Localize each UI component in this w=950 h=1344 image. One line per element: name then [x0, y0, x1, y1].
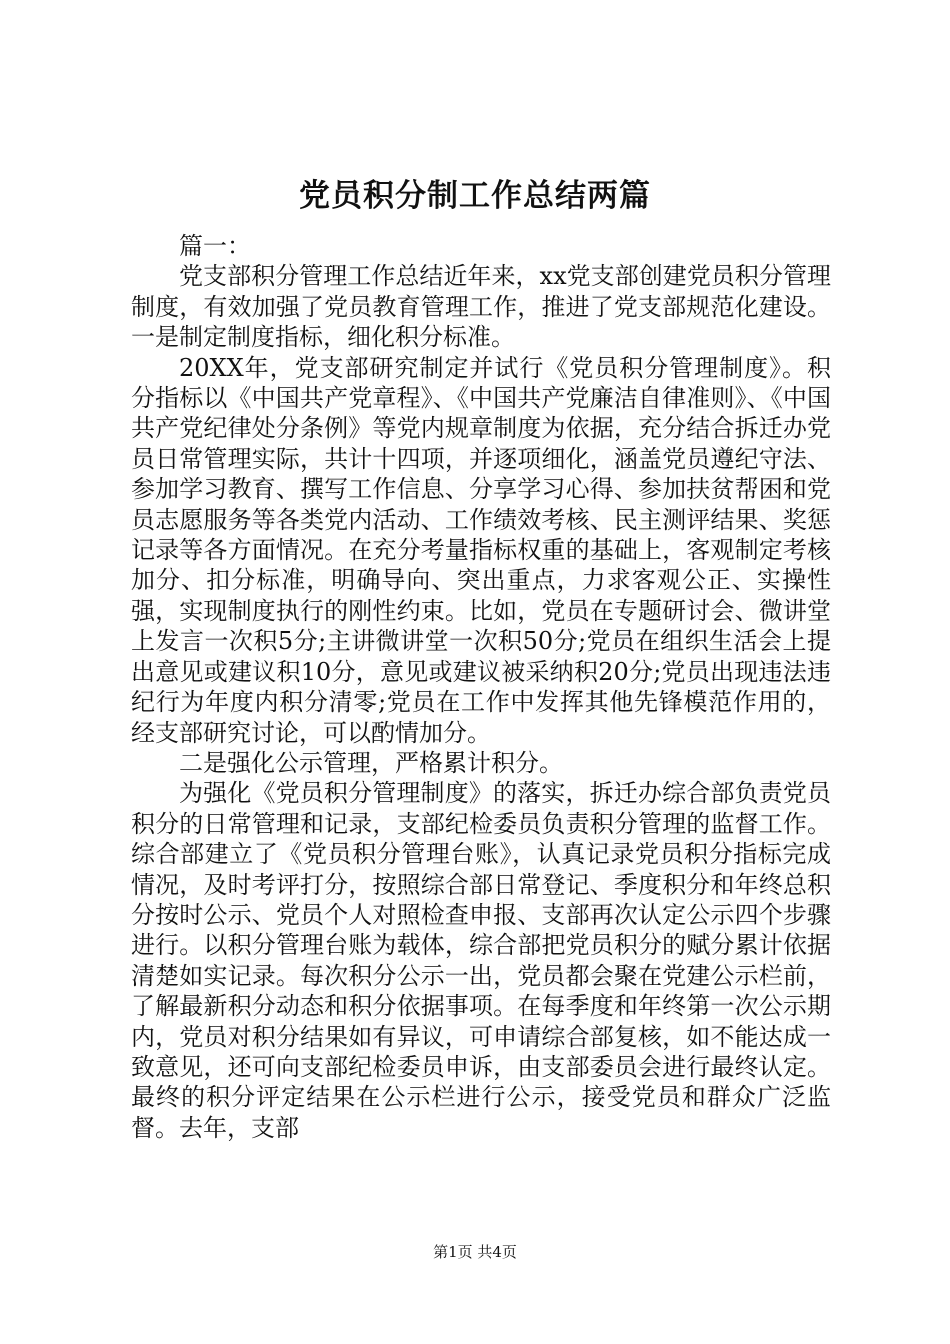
paragraph: 20XX年，党支部研究制定并试行《党员积分管理制度》。积分指标以《中国共产党章程》、《中国共产党廉洁自律准则》、《中国共产党纪律处分条例》等党内规章制度为依据，充分结合拆迁办党员日常管理实际，共计十四项，并逐项细化，涵盖党员遵纪守法、参加学习教育、撰写工作信息、分享学习心得、参加扶贫帮困和党员志愿服务等各类党内活动、工作绩效考核、民主测评结果、奖惩记录等各方面情况。在充分考量指标权重的基础上，客观制定考核加分、扣分标准，明确导向、突出重点，力求客观公正、实操性强，实现制度执行的刚性约束。比如，党员在专题研讨会、微讲堂上发言一次积5分;主讲微讲堂一次积50分;党员在组织生活会上提出意见或建议积10分，意见或建议被采纳积20分;党员出现违法违纪行为年度内积分清零;党员在工作中发挥其他先锋模范作用的，经支部研究讨论，可以酌情加分。 [131, 353, 831, 747]
paragraph: 二是强化公示管理，严格累计积分。 [179, 748, 563, 777]
paragraph: 为强化《党员积分管理制度》的落实，拆迁办综合部负责党员积分的日常管理和记录，支部纪检委员负责积分管理的监督工作。综合部建立了《党员积分管理台账》，认真记录党员积分指标完成情况，及时考评打分，按照综合部日常登记、季度积分和年终总积分按时公示、党员个人对照检查申报、支部再次认定公示四个步骤进行。以积分管理台账为载体，综合部把党员积分的赋分累计依据清楚如实记录。每次积分公示一出，党员都会聚在党建公示栏前，了解最新积分动态和积分依据事项。在每季度和年终第一次公示期内，党员对积分结果如有异议，可申请综合部复核，如不能达成一致意见，还可向支部纪检委员申诉，由支部委员会进行最终认定。最终的积分评定结果在公示栏进行公示，接受党员和群众广泛监督。去年，支部 [131, 779, 831, 1142]
paragraph-heading: 篇一： [179, 232, 251, 260]
document-body [131, 231, 831, 1143]
paragraph: 党支部积分管理工作总结近年来，xx党支部创建党员积分管理制度，有效加强了党员教育管理工作，推进了党支部规范化建设。一是制定制度指标，细化积分标准。 [131, 262, 831, 352]
page-footer: 第1页 共4页 [433, 1243, 517, 1261]
document-title: 党员积分制工作总结两篇 [299, 178, 651, 214]
